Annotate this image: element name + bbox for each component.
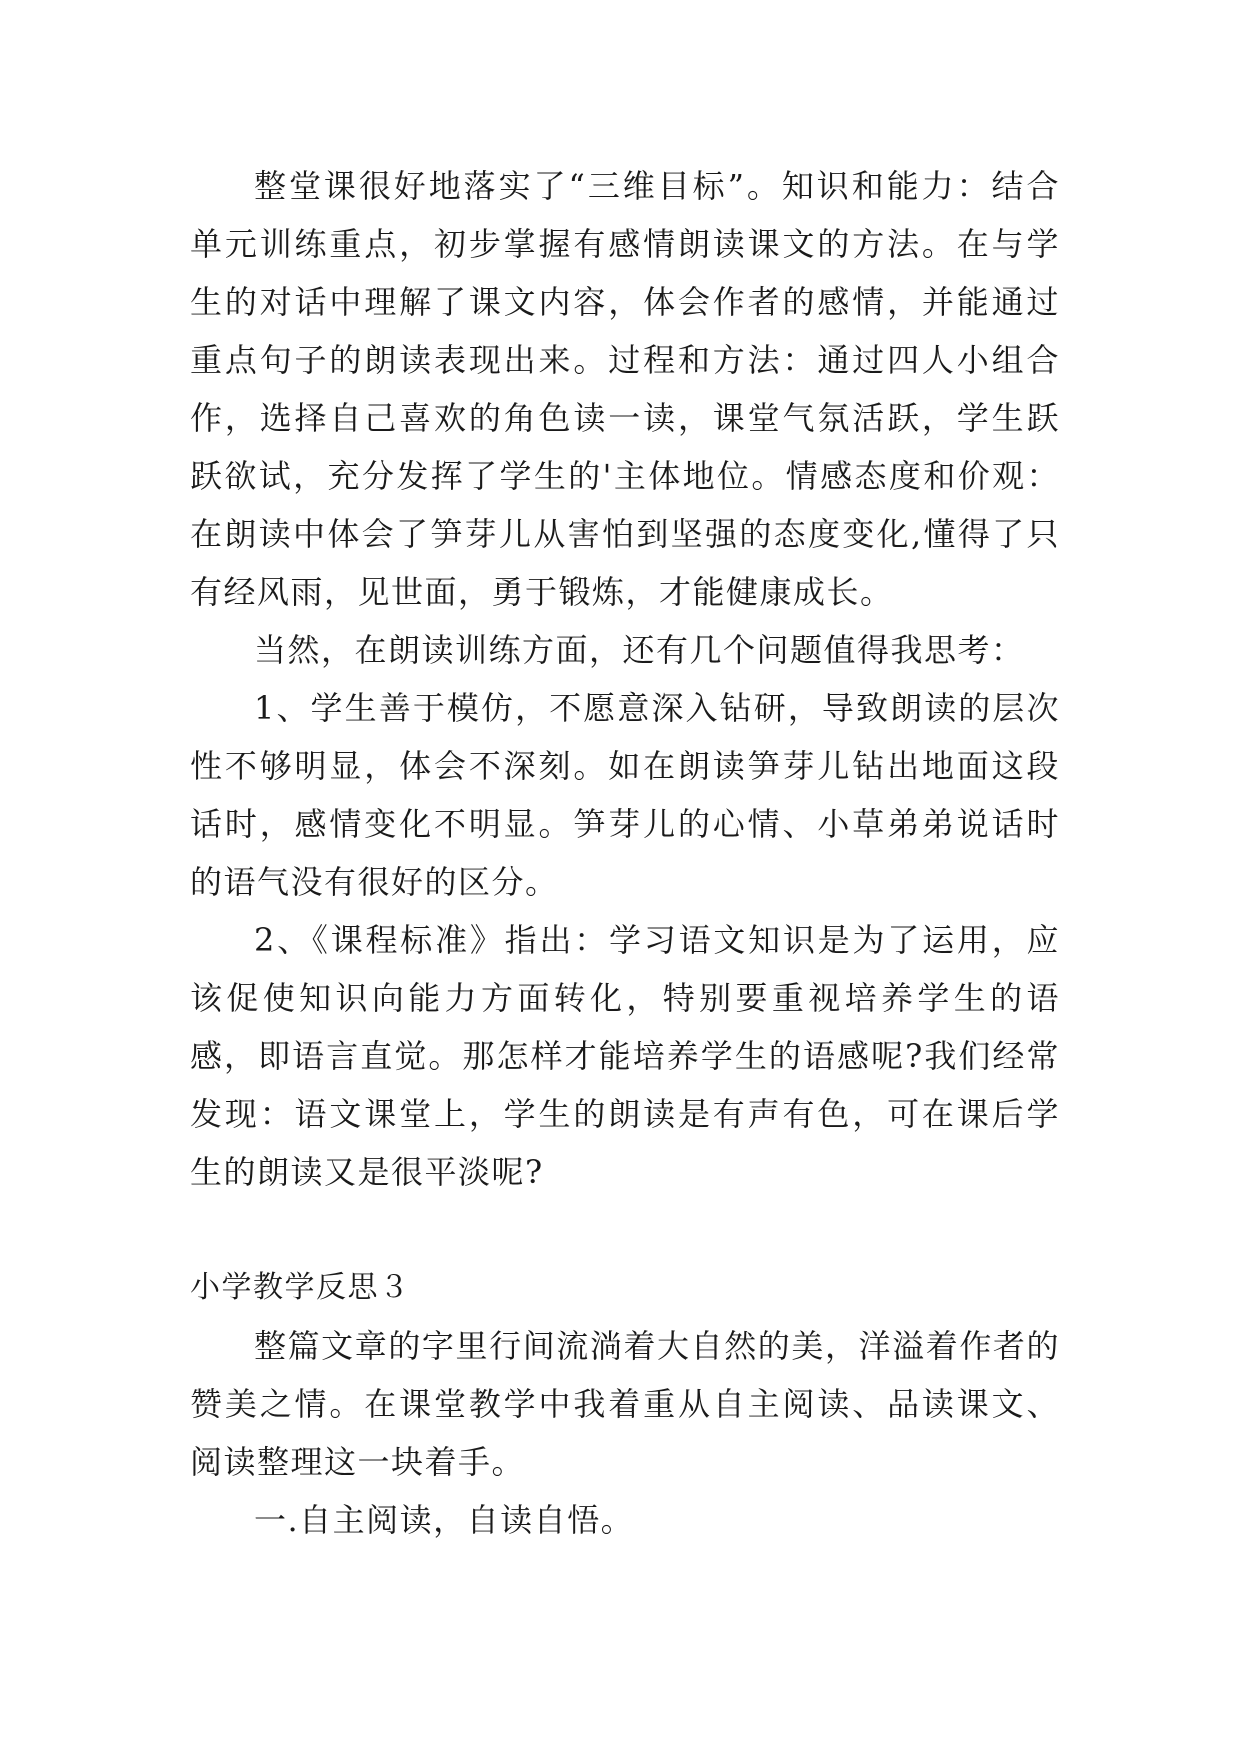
paragraph-issue-two: 2、《课程标准》指出：学习语文知识是为了运用，应该促使知识向能力方面转化，特别要重视培养学生的语感，即语言直觉。那怎样才能培养学生的语感呢?我们经常发现：语文课堂上，学生的朗读是有声有色，可在课后学生的朗读又是很平淡呢? [190, 921, 1060, 1191]
paragraph-self-reading: 一.自主阅读，自读自悟。 [254, 1501, 635, 1539]
paragraph-reading-issues-intro: 当然，在朗读训练方面，还有几个问题值得我思考： [254, 631, 1025, 669]
document-body [190, 157, 1060, 1549]
section-heading: 小学教学反思３ [190, 1270, 411, 1305]
paragraph-three-dimension-goals: 整堂课很好地落实了“三维目标”。知识和能力：结合单元训练重点，初步掌握有感情朗读课文的方法。在与学生的对话中理解了课文内容，体会作者的感情，并能通过重点句子的朗读表现出来。过程和方法：通过四人小组合作，选择自己喜欢的角色读一读，课堂气氛活跃，学生跃跃欲试，充分发挥了学生的'主体地位。情感态度和价观：在朗读中体会了笋芽儿从害怕到坚强的态度变化,懂得了只有经风雨，见世面，勇于锻炼，才能健康成长。 [190, 167, 1060, 611]
paragraph-issue-one: 1、学生善于模仿，不愿意深入钻研，导致朗读的层次性不够明显，体会不深刻。如在朗读笋芽儿钻出地面这段话时，感情变化不明显。笋芽儿的心情、小草弟弟说话时的语气没有很好的区分。 [190, 689, 1060, 901]
paragraph-article-beauty: 整篇文章的字里行间流淌着大自然的美，洋溢着作者的赞美之情。在课堂教学中我着重从自主阅读、品读课文、阅读整理这一块着手。 [190, 1327, 1060, 1481]
